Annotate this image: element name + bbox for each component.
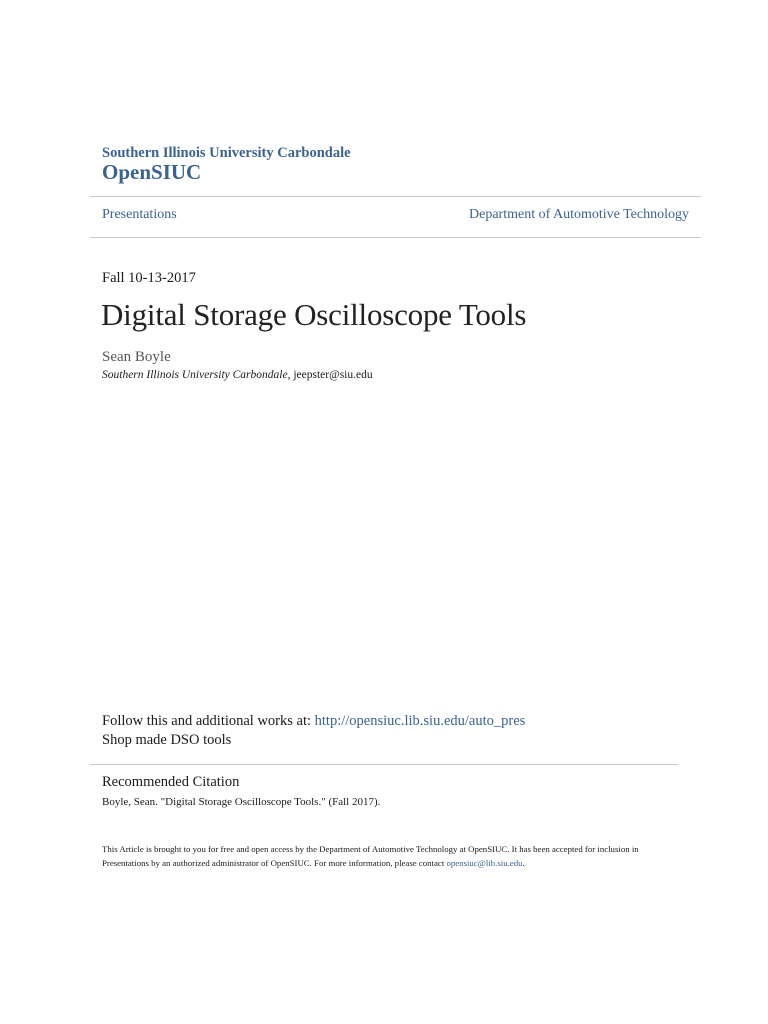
divider-top: [90, 196, 701, 197]
repository-name: OpenSIUC: [102, 160, 202, 184]
author-affiliation: [102, 369, 373, 381]
notice-end: .: [522, 857, 525, 868]
citation-heading: Recommended Citation: [102, 774, 240, 790]
collection-link[interactable]: Presentations: [102, 207, 177, 222]
notice-text: This Article is brought to you for free and open access by the Department of Automotive Technology at OpenSIUC. It has been accepted for inclusion in Presentations by an authorized administrator of OpenSIUC. For more information, please contact: [102, 844, 639, 868]
follow-line: [102, 713, 525, 730]
keywords: Shop made DSO tools: [102, 732, 232, 748]
divider-citation: [90, 764, 678, 765]
access-notice: [102, 843, 682, 870]
divider-nav: [90, 237, 701, 238]
publication-date: Fall 10-13-2017: [102, 270, 196, 286]
institution-name: Southern Illinois University Carbondale: [102, 145, 351, 161]
affiliation-institution: Southern Illinois University Carbondale: [102, 369, 288, 381]
department-link[interactable]: Department of Automotive Technology: [469, 207, 689, 222]
collection-url-link[interactable]: http://opensiuc.lib.siu.edu/auto_pres: [314, 713, 526, 729]
article-title: Digital Storage Oscilloscope Tools: [101, 297, 527, 332]
author-name: Sean Boyle: [102, 349, 171, 365]
affiliation-email: , jeepster@siu.edu: [287, 369, 373, 381]
contact-email-link[interactable]: opensiuc@lib.siu.edu: [446, 857, 523, 868]
citation-text: Boyle, Sean. "Digital Storage Oscilloscope Tools." (Fall 2017).: [102, 796, 381, 808]
follow-label: Follow this and additional works at:: [102, 713, 315, 729]
